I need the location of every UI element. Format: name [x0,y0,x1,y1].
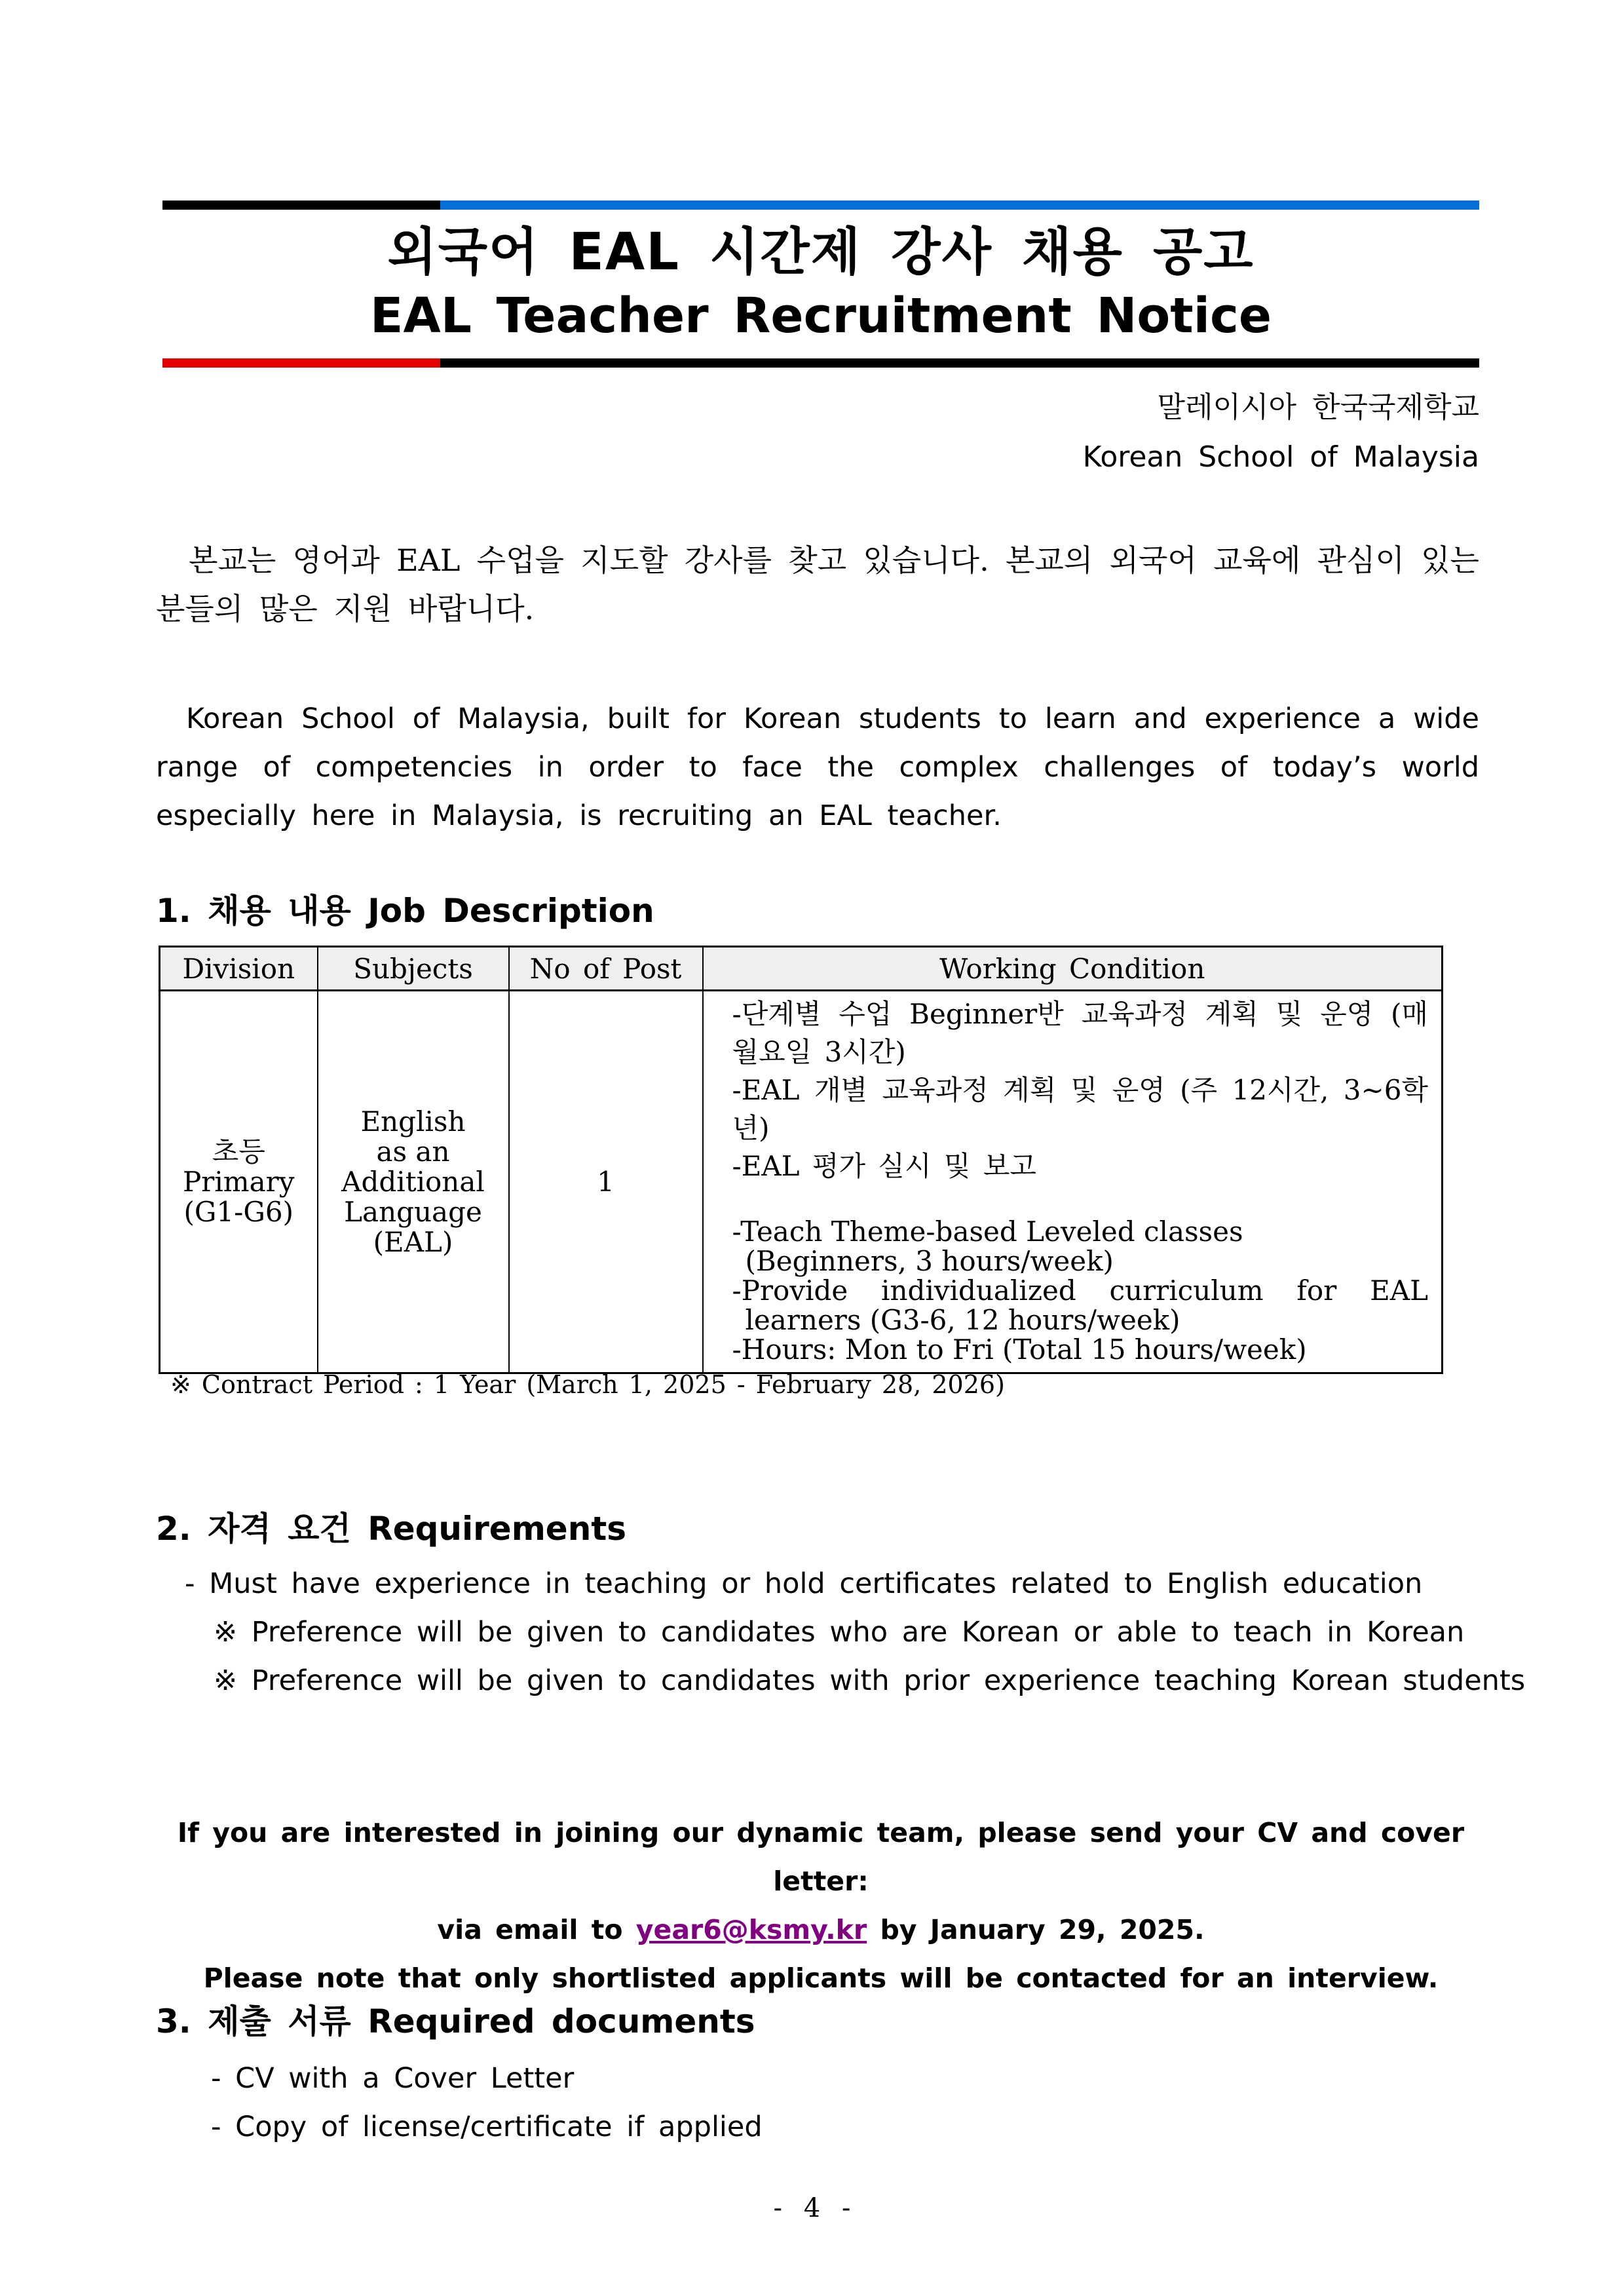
cell-subjects [318,991,509,1373]
preference-note: ※ Preference will be given to candidates who are Korean or able to teach in Korean [214,1616,1465,1649]
subject-line: as an [376,1135,450,1168]
working-condition-item: -단계별 수업 Beginner반 교육과정 계획 및 운영 (매 월요일 3시간) [732,998,1428,1068]
working-condition-item: -EAL 평가 실시 및 보고 [732,1150,1036,1182]
required-documents-list [211,2054,763,2151]
division-english: Primary [183,1165,295,1198]
intro-paragraph-english: Korean School of Malaysia, built for Korean students to learn and experience a wide range of competencies in order to face the complex challenges of today’s world especially here in Malaysia, is recruiting an EAL teacher. [156,702,1479,832]
table-row [160,991,1443,1373]
organization-name-english: Korean School of Malaysia [1082,440,1479,474]
section-heading-requirements: 2. 자격 요건 Requirements [156,1510,626,1548]
organization-name-korean: 말레이시아 한국국제학교 [1157,391,1479,424]
working-condition-item: -Hours: Mon to Fri (Total 15 hours/week) [732,1333,1307,1366]
cell-working-condition [703,991,1443,1373]
cell-division [160,991,318,1373]
requirement-item: - Must have experience in teaching or hold certificates related to English education [185,1567,1423,1600]
title-bar-bottom-black [440,358,1479,368]
section-heading-required-documents: 3. 제출 서류 Required documents [156,2002,755,2040]
subject-line: (EAL) [373,1225,453,1258]
title-bar-top-blue [440,201,1479,210]
document-title-english: EAL Teacher Recruitment Notice [369,288,1272,344]
requirements-list [185,1559,1525,1705]
preference-note: ※ Preference will be given to candidates with prior experience teaching Korean students [214,1664,1526,1697]
cta-line-2 [162,1905,1479,1954]
table-header-row [160,947,1443,991]
cta-email-prefix: via email to [437,1914,623,1945]
section-heading-job-description: 1. 채용 내용 Job Description [156,892,654,930]
document-item: - Copy of license/certificate if applied [211,2111,763,2143]
intro-paragraph-korean: 본교는 영어과 EAL 수업을 지도할 강사를 찾고 있습니다. 본교의 외국어 교육에 관심이 있는 분들의 많은 지원 바랍니다. [156,543,1479,626]
division-korean: 초등 [212,1135,265,1168]
working-condition-item: -EAL 개별 교육과정 계획 및 운영 (주 12시간, 3~6학년) [732,1074,1428,1144]
working-condition-item: -Provide individualized curriculum for EAL [732,1274,1428,1307]
application-instructions [162,1808,1479,2002]
column-header-no-of-post: No of Post [509,947,703,991]
working-condition-korean [732,995,1429,1185]
job-description-table [159,946,1443,1374]
cell-no-of-post: 1 [509,991,703,1373]
division-grades: (G1-G6) [183,1195,293,1228]
subject-line: Additional [341,1165,485,1198]
subject-line: Language [344,1195,482,1228]
document-title-korean: 외국어 EAL 시간제 강사 채용 공고 [387,223,1255,282]
column-header-division: Division [160,947,318,991]
column-header-subjects: Subjects [318,947,509,991]
cta-line-3: Please note that only shortlisted applicants will be contacted for an interview. [203,1962,1439,1994]
email-link[interactable]: year6@ksmy.kr [635,1914,867,1945]
page-number: - 4 - [773,2193,851,2223]
working-condition-english [732,1217,1429,1364]
cta-deadline: by January 29, 2025. [880,1914,1205,1945]
column-header-working-condition: Working Condition [703,947,1443,991]
working-condition-item-continued: (Beginners, 3 hours/week) [745,1245,1114,1277]
subject-line: English [360,1105,466,1138]
working-condition-item-continued: learners (G3-6, 12 hours/week) [745,1304,1180,1336]
contract-period-note: ※ Contract Period : 1 Year (March 1, 2025 - February 28, 2026) [170,1370,1005,1399]
title-bar-top-black [162,201,440,210]
cta-line-1: If you are interested in joining our dynamic team, please send your CV and cover letter: [177,1817,1465,1897]
document-item: - CV with a Cover Letter [211,2062,575,2095]
title-bar-bottom-red [162,358,440,368]
working-condition-item: -Teach Theme-based Leveled classes [732,1215,1243,1248]
